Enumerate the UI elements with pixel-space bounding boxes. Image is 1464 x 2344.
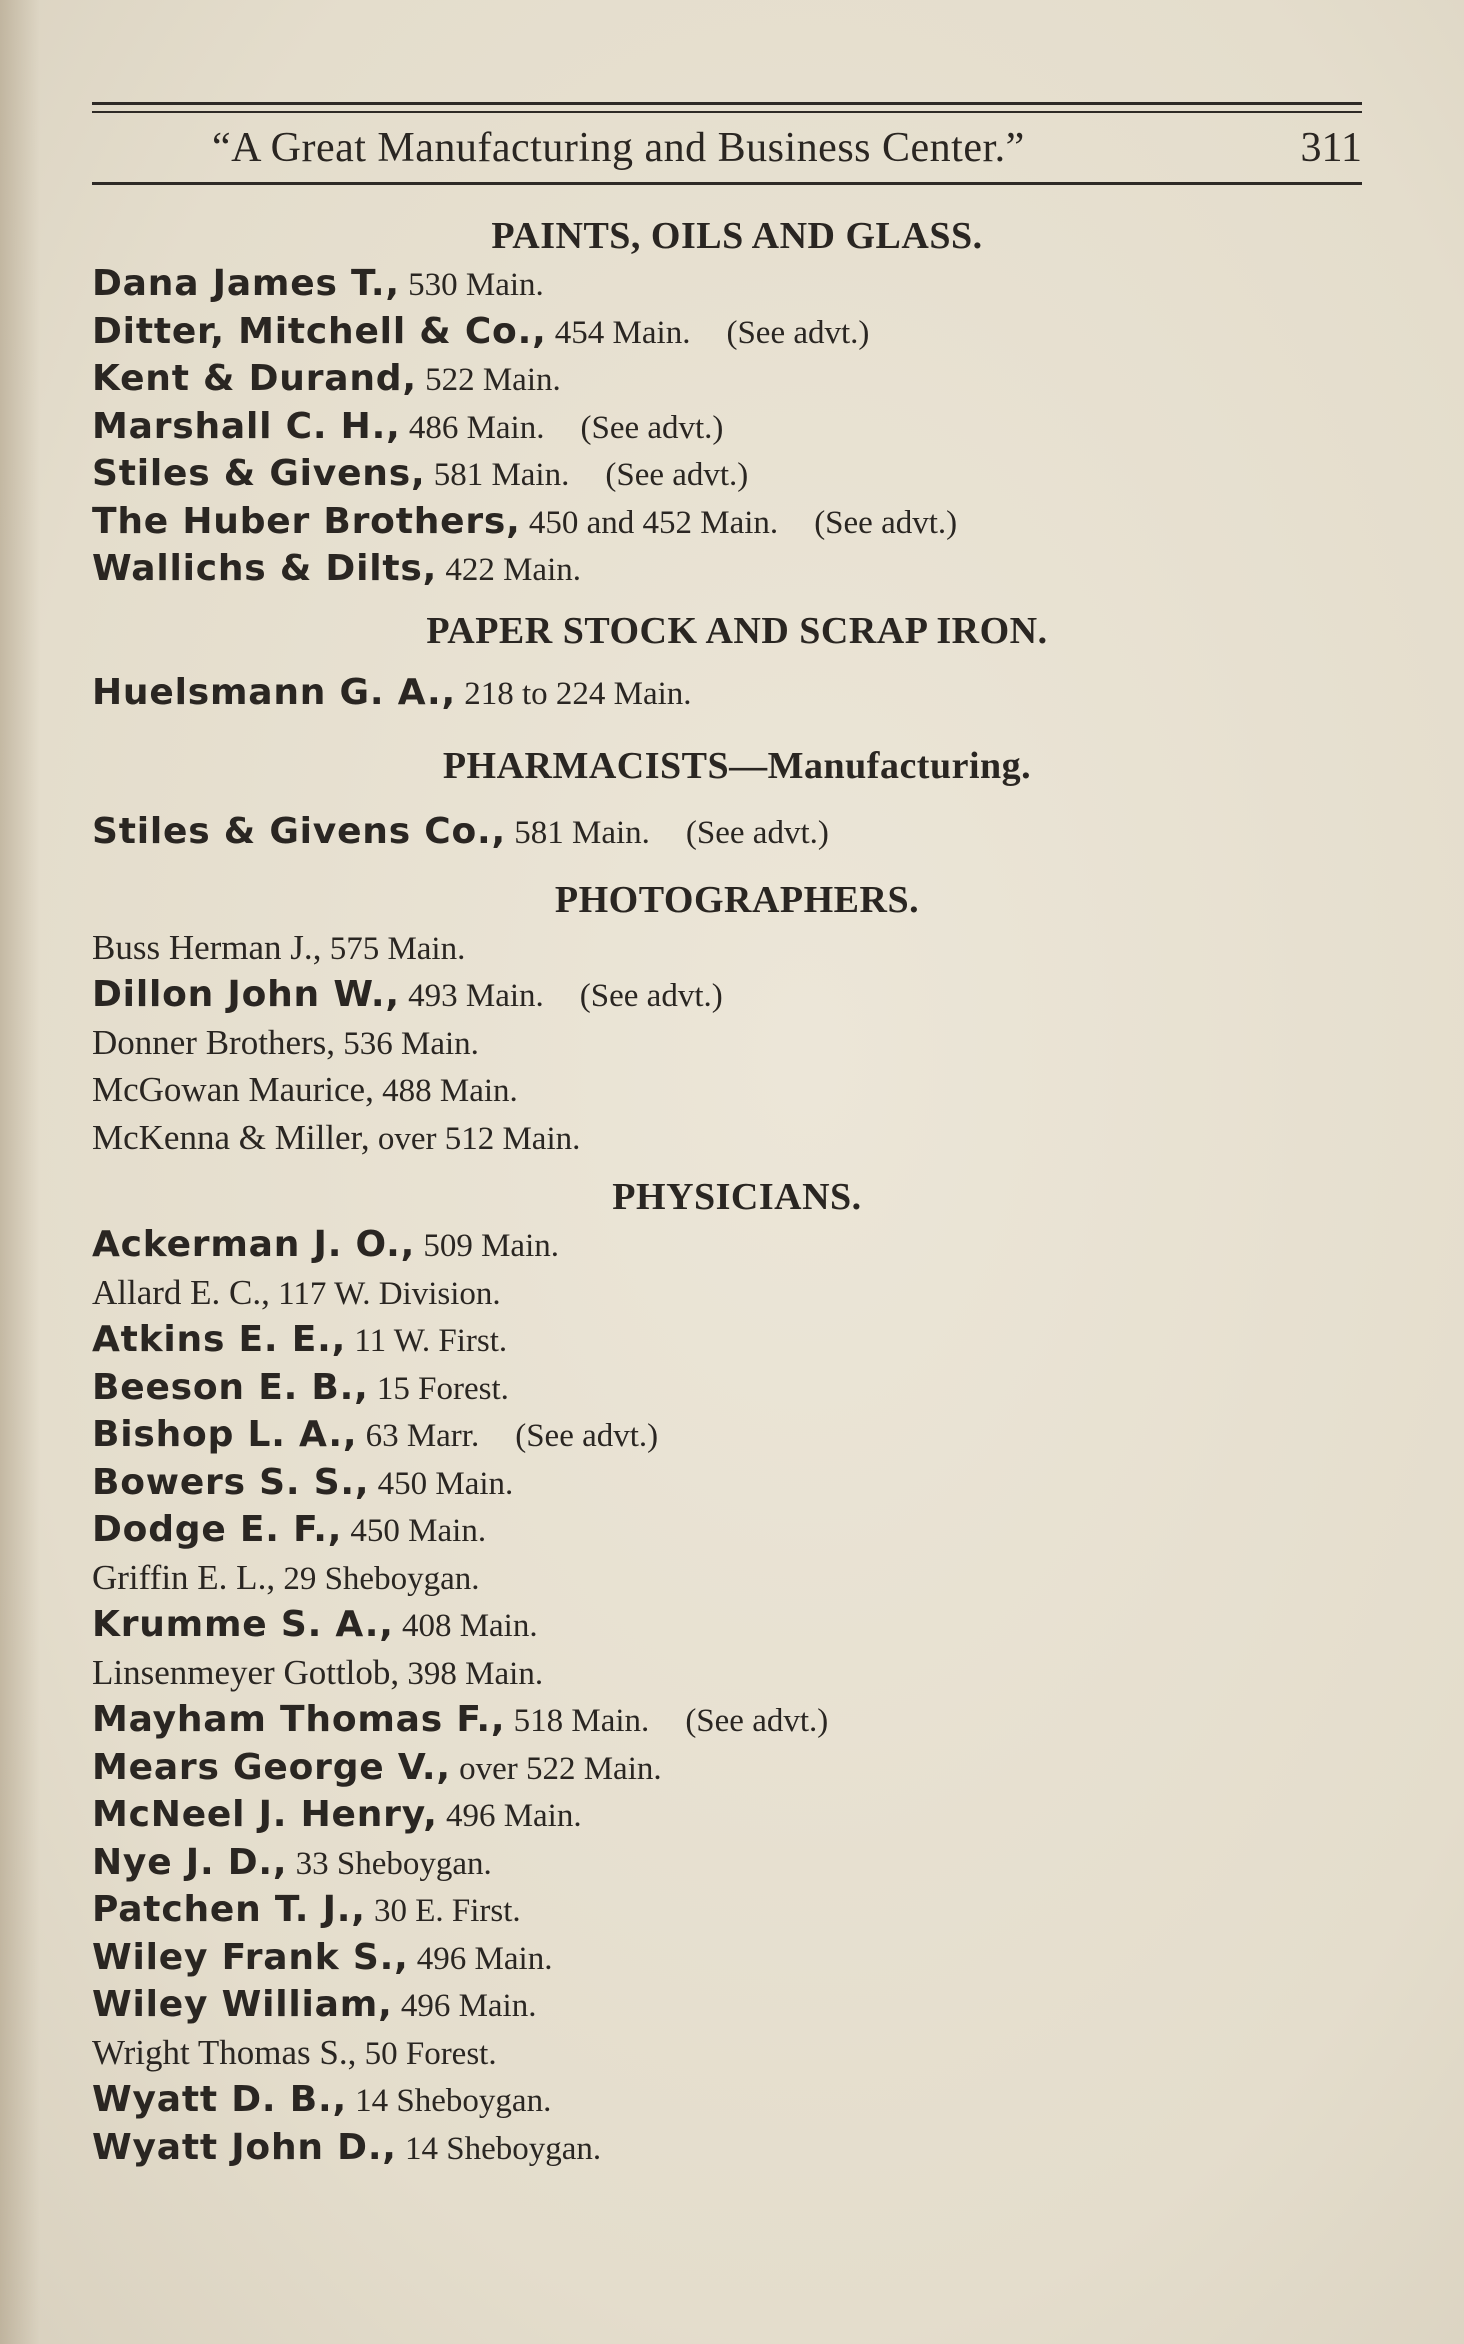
entry-address: 398 Main.: [399, 1655, 544, 1692]
entry-name: Buss Herman J.: [92, 927, 313, 967]
entry-name: Marshall C. H.: [92, 405, 387, 447]
entry-address: 581 Main.: [425, 457, 570, 493]
directory-entry: Ditter, Mitchell & Co., 454 Main. (See advt.): [92, 310, 870, 352]
entry-name: Griffin E. L.: [92, 1557, 267, 1597]
directory-entry: Bishop L. A., 63 Marr. (See advt.): [92, 1414, 659, 1455]
advertisement-note: (See advt.): [580, 409, 724, 446]
entry-address: 117 W. Division.: [269, 1275, 501, 1312]
advertisement-note: (See advt.): [685, 1703, 829, 1739]
entry-address: 496 Main.: [392, 1988, 537, 2024]
directory-entry: Huelsmann G. A., 218 to 224 Main.: [92, 671, 692, 713]
running-header: [92, 102, 1362, 188]
directory-entry: Dillon John W., 493 Main. (See advt.): [92, 974, 723, 1015]
entry-name: Stiles & Givens Co.: [92, 811, 492, 852]
entry-name: Mayham Thomas F.: [92, 1699, 491, 1740]
entry-name: Patchen T. J.: [92, 1889, 352, 1930]
header-rule-bottom: [92, 182, 1362, 185]
entry-address: 15 Forest.: [368, 1370, 509, 1407]
directory-entry: Ackerman J. O., 509 Main.: [92, 1224, 560, 1265]
entry-address: 30 E. First.: [365, 1893, 521, 1929]
entry-name: McNeel J. Henry: [92, 1794, 424, 1835]
directory-entry: Donner Brothers, 536 Main.: [92, 1022, 479, 1062]
entry-address: 518 Main.: [505, 1703, 650, 1739]
entry-address: 50 Forest.: [356, 2035, 497, 2072]
section-heading: PAPER STOCK AND SCRAP IRON.: [426, 609, 1048, 652]
advertisement-note: (See advt.): [579, 978, 723, 1014]
directory-entry: Mayham Thomas F., 518 Main. (See advt.): [92, 1699, 829, 1740]
directory-entry: Wright Thomas S., 50 Forest.: [92, 2032, 497, 2072]
directory-entry: Wyatt D. B., 14 Sheboygan.: [92, 2079, 552, 2120]
section-heading: PAINTS, OILS AND GLASS.: [491, 215, 983, 257]
directory-entry: Wiley Frank S., 496 Main.: [92, 1936, 553, 1978]
entry-address: 33 Sheboygan.: [287, 1845, 492, 1882]
entry-name: McKenna & Miller: [92, 1117, 361, 1157]
entry-name: Dillon John W.: [92, 974, 386, 1015]
entry-address: 29 Sheboygan.: [275, 1560, 480, 1597]
directory-entry: McNeel J. Henry, 496 Main.: [92, 1794, 582, 1835]
directory-entry: Kent & Durand, 522 Main.: [92, 358, 561, 399]
entry-name: Atkins E. E.: [92, 1319, 332, 1360]
directory-entry: Marshall C. H., 486 Main. (See advt.): [92, 405, 724, 447]
directory-entry: Wallichs & Dilts, 422 Main.: [92, 548, 582, 589]
entry-address: 63 Marr.: [357, 1418, 480, 1454]
entry-name: Allard E. C.: [92, 1272, 262, 1312]
directory-entry: Dana James T., 530 Main.: [92, 263, 544, 304]
directory-entry: Krumme S. A., 408 Main.: [92, 1604, 538, 1645]
directory-entry: Nye J. D., 33 Sheboygan.: [92, 1841, 492, 1883]
directory-entry: Stiles & Givens, 581 Main. (See advt.): [92, 453, 749, 494]
entry-name: Bowers S. S.: [92, 1461, 355, 1503]
entry-address: 522 Main.: [416, 362, 561, 398]
entry-address: 218 to 224 Main.: [455, 675, 692, 712]
section-paints-oils-glass: [92, 212, 1322, 593]
entry-name: Wallichs & Dilts: [92, 548, 423, 589]
entry-address: 496 Main.: [408, 1940, 553, 1977]
entry-name: Linsenmeyer Gottlob: [92, 1652, 391, 1692]
entry-name: Wright Thomas S.: [92, 2032, 348, 2072]
entry-name: Stiles & Givens: [92, 453, 411, 494]
advertisement-note: (See advt.): [726, 314, 870, 351]
header-rule-top: [92, 102, 1362, 105]
advertisement-note: (See advt.): [605, 457, 749, 493]
entry-name: Kent & Durand: [92, 358, 403, 399]
directory-entry: McGowan Maurice, 488 Main.: [92, 1070, 518, 1109]
directory-entry: Bowers S. S., 450 Main.: [92, 1461, 514, 1503]
section-pharmacists-manufacturing: [92, 742, 1322, 856]
entry-address: 11 W. First.: [346, 1323, 508, 1359]
entry-address: 14 Sheboygan.: [396, 2130, 602, 2167]
binding-shadow: [0, 0, 40, 2344]
directory-entry: Atkins E. E., 11 W. First.: [92, 1319, 508, 1360]
entry-address: 509 Main.: [415, 1228, 560, 1264]
directory-entry: Patchen T. J., 30 E. First.: [92, 1889, 521, 1930]
entry-address: 530 Main.: [399, 267, 544, 303]
entry-address: 496 Main.: [437, 1798, 582, 1834]
directory-listing: [92, 212, 1322, 2171]
entry-name: Dana James T.: [92, 263, 386, 304]
entry-address: 422 Main.: [437, 552, 582, 588]
entry-name: Wyatt John D.: [92, 2126, 383, 2168]
section-heading: PHOTOGRAPHERS.: [554, 878, 920, 921]
directory-entry: The Huber Brothers, 450 and 452 Main. (See advt.): [92, 500, 958, 542]
entry-name: McGowan Maurice: [92, 1070, 366, 1109]
section-heading: PHARMACISTS—Manufacturing.: [442, 745, 1032, 787]
header-rule-top-inner: [92, 111, 1362, 113]
entry-address: 581 Main.: [506, 815, 650, 851]
entry-name: The Huber Brothers: [92, 500, 507, 542]
directory-entry: McKenna & Miller, over 512 Main.: [92, 1117, 581, 1157]
entry-name: Krumme S. A.: [92, 1604, 380, 1645]
entry-address: 575 Main.: [321, 930, 466, 967]
entry-address: over 522 Main.: [450, 1750, 662, 1787]
page-number: 311: [1300, 125, 1362, 171]
directory-entry: Mears George V., over 522 Main.: [92, 1746, 662, 1788]
entry-name: Huelsmann G. A.: [92, 671, 442, 713]
entry-address: 450 Main.: [342, 1513, 487, 1549]
directory-entry: Griffin E. L., 29 Sheboygan.: [92, 1557, 480, 1597]
entry-address: 536 Main.: [335, 1025, 479, 1062]
section-physicians: [92, 1173, 1322, 2171]
advertisement-note: (See advt.): [814, 504, 958, 541]
entry-address: 450 and 452 Main.: [520, 504, 779, 541]
entry-name: Wyatt D. B.: [92, 2079, 333, 2120]
entry-name: Dodge E. F.: [92, 1509, 328, 1550]
directory-entry: Beeson E. B., 15 Forest.: [92, 1366, 509, 1408]
entry-name: Wiley William: [92, 1984, 379, 2025]
entry-name: Mears George V.: [92, 1746, 437, 1788]
entry-name: Donner Brothers: [92, 1022, 327, 1062]
entry-address: 493 Main.: [399, 978, 544, 1014]
entry-address: 408 Main.: [393, 1608, 538, 1644]
section-photographers: [92, 876, 1322, 1162]
section-paper-stock-scrap-iron: [92, 607, 1322, 717]
entry-name: Ackerman J. O.: [92, 1224, 401, 1265]
entry-name: Bishop L. A.: [92, 1414, 343, 1455]
entry-name: Beeson E. B.: [92, 1366, 355, 1408]
entry-address: 14 Sheboygan.: [346, 2083, 552, 2119]
directory-entry: Wiley William, 496 Main.: [92, 1984, 537, 2025]
directory-entry: Buss Herman J., 575 Main.: [92, 927, 466, 967]
directory-entry: Stiles & Givens Co., 581 Main. (See advt.): [92, 811, 829, 852]
running-title: “A Great Manufacturing and Business Center.”: [212, 125, 1025, 171]
directory-entry: Dodge E. F., 450 Main.: [92, 1509, 487, 1550]
entry-address: 454 Main.: [546, 314, 691, 351]
entry-address: 488 Main.: [373, 1073, 518, 1109]
entry-name: Wiley Frank S.: [92, 1936, 395, 1978]
entry-address: 450 Main.: [369, 1465, 514, 1502]
advertisement-note: (See advt.): [515, 1418, 659, 1454]
advertisement-note: (See advt.): [685, 815, 829, 851]
directory-entry: Wyatt John D., 14 Sheboygan.: [92, 2126, 602, 2168]
section-heading: PHYSICIANS.: [612, 1176, 862, 1218]
entry-address: 486 Main.: [400, 409, 545, 446]
directory-entry: Allard E. C., 117 W. Division.: [92, 1272, 501, 1312]
entry-address: over 512 Main.: [369, 1120, 581, 1157]
entry-name: Ditter, Mitchell & Co.: [92, 310, 533, 352]
directory-entry: Linsenmeyer Gottlob, 398 Main.: [92, 1652, 544, 1692]
entry-name: Nye J. D.: [92, 1841, 273, 1883]
